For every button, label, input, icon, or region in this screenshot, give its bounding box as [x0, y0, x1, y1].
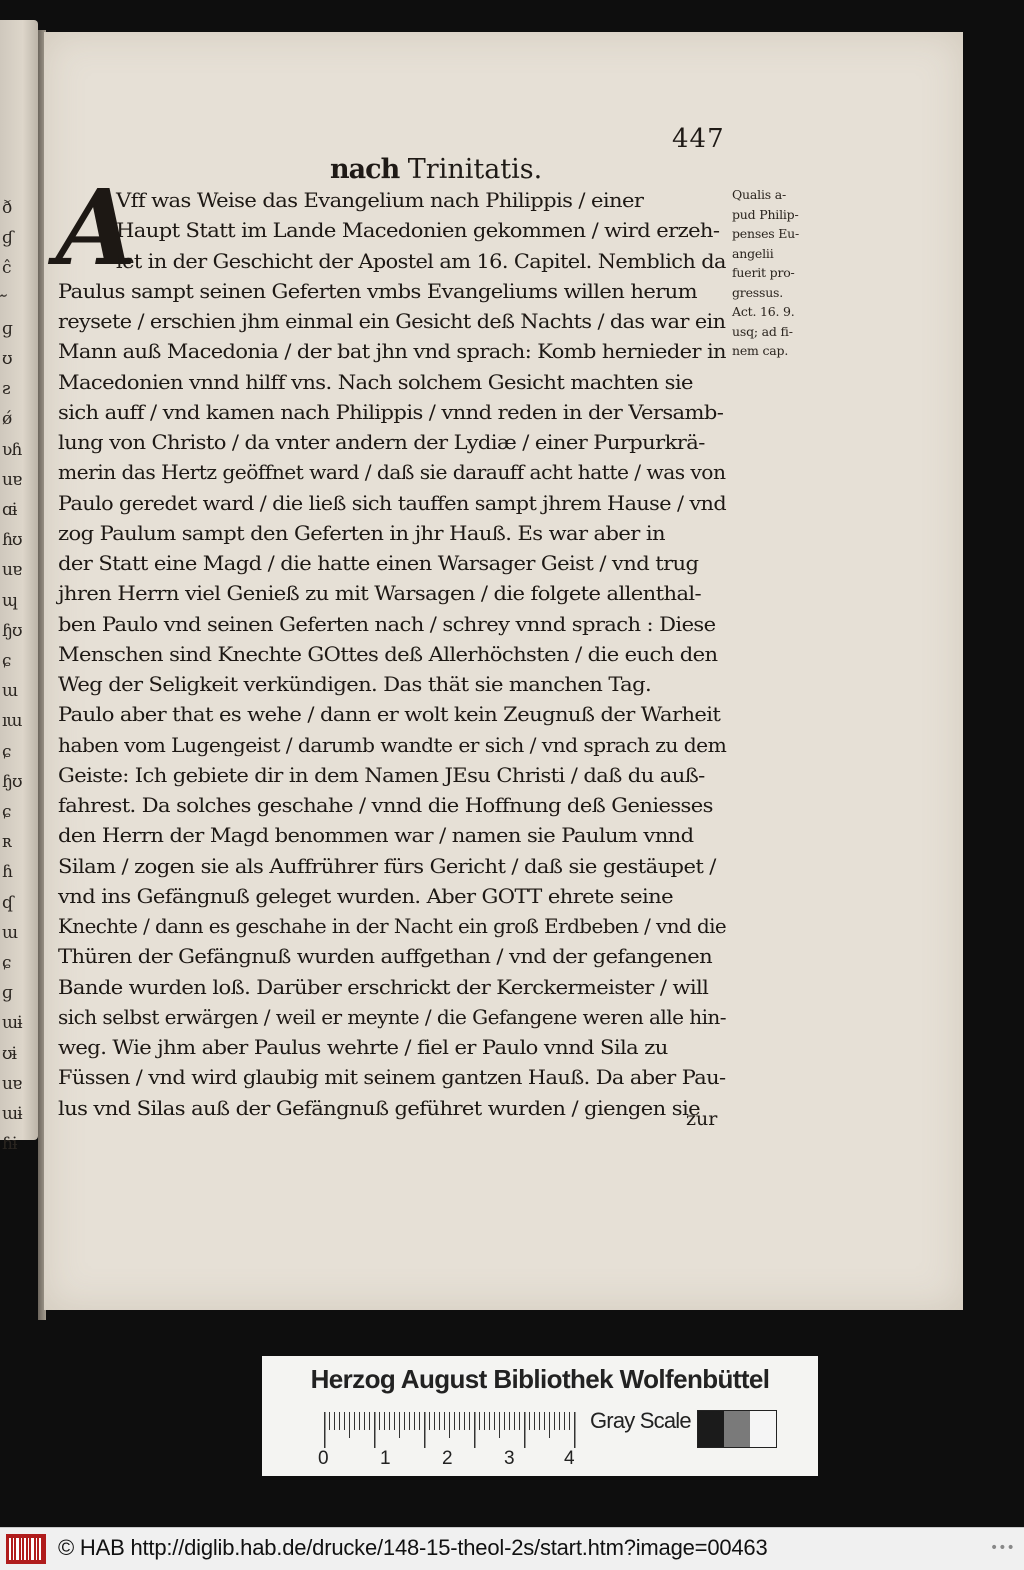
swatch-black [698, 1411, 724, 1447]
text-line: Menschen sind Knechte GOttes deß Allerhöchsten / die euch den [58, 642, 718, 666]
ruler-tick [384, 1412, 385, 1430]
running-head-text: Trinitatis. [399, 154, 543, 185]
margin-note-line: gressus. [732, 284, 784, 300]
text-line: merin das Hertz geöffnet ward / daß sie darauff acht hatte / was von [58, 461, 726, 485]
left-page-fragment: ɯ [2, 681, 18, 702]
library-color-card [262, 1356, 818, 1476]
ruler-tick [504, 1412, 505, 1430]
text-line: sich auff / vnd kamen nach Philippis / vnnd reden in der Versamb- [58, 400, 724, 424]
ruler-tick [339, 1412, 340, 1430]
text-line: Thüren der Gefängnuß wurden auffgethan / vnd der gefangenen [58, 945, 713, 969]
ruler-number-1: 1 [380, 1448, 391, 1469]
left-page-fragment: ɡ [2, 318, 12, 339]
left-page-fragment: ɕ [2, 953, 11, 973]
margin-note-line: fuerit pro- [732, 265, 795, 280]
left-page-fragment: uɐ [2, 560, 22, 581]
ruler-tick [449, 1412, 450, 1438]
previous-page-edge [0, 20, 38, 1155]
ruler-tick [574, 1412, 576, 1448]
text-line: Knechte / dann es geschahe in der Nacht ein groß Erdbeben / vnd die [58, 915, 727, 938]
ruler-tick [464, 1412, 465, 1430]
ruler-tick [344, 1412, 345, 1430]
left-page-fragment: ð [2, 198, 12, 218]
ruler-tick [479, 1412, 480, 1430]
text-line: Füssen / vnd wird glaubig mit seinem gantzen Hauß. Da aber Pau- [58, 1066, 726, 1090]
ruler-tick [524, 1412, 526, 1448]
left-page-fragment [2, 289, 36, 311]
left-page-fragment: ɦ [2, 862, 12, 883]
left-page-fragment: uɐ [2, 469, 22, 490]
text-line: sich selbst erwärgen / weil er meynte / die Gefangene weren alle hin- [58, 1005, 726, 1029]
left-page-fragment: ɡ [2, 983, 12, 1004]
ruler-tick [489, 1412, 490, 1430]
left-page-fragment: ɑɨ [2, 500, 17, 520]
left-page-fragment: ʋɦ [2, 439, 22, 460]
running-head-bold: nach [330, 154, 400, 185]
margin-note-line: nem cap. [732, 343, 789, 358]
ruler-tick [514, 1412, 515, 1430]
ruler-tick [324, 1412, 326, 1448]
text-line: lus vnd Silas auß der Gefängnuß geführet wurden / giengen sie [58, 1096, 700, 1120]
left-page-fragment: uɐ [2, 1073, 22, 1094]
left-page-fragment: ɰ [2, 590, 18, 611]
ruler-tick [369, 1412, 370, 1430]
ruler-tick [509, 1412, 510, 1430]
ruler-number-3: 3 [504, 1448, 515, 1469]
text-line: fahrest. Da solches geschahe / vnnd die Hoffnung deß Geniesses [58, 794, 713, 817]
margin-note-line: usq; ad fi- [732, 323, 793, 339]
text-line: Haupt Statt im Lande Macedonien gekommen / wird erzeh- [116, 219, 720, 243]
ruler-number-0: 0 [318, 1448, 329, 1469]
catchword: zur [686, 1108, 718, 1130]
text-line: Paulo aber that es wehe / dann er wolt kein Zeugnuß der Warheit [58, 703, 721, 727]
ruler-tick [439, 1412, 440, 1430]
gray-scale-label: Gray Scale [590, 1408, 691, 1433]
ruler-tick [419, 1412, 420, 1430]
margin-note-line: angelii [732, 245, 774, 261]
library-name: Herzog August Bibliothek Wolfenbüttel [310, 1364, 770, 1394]
page-number: 447 [672, 124, 725, 154]
copyright-url[interactable]: © HAB http://diglib.hab.de/drucke/148-15-theol-2s/start.htm?image=00463 [58, 1535, 768, 1560]
ruler-tick [429, 1412, 430, 1430]
left-page-fragment: ɕ [2, 651, 11, 671]
text-line: Weg der Seligkeit verkündigen. Das thät sie manchen Tag. [58, 673, 652, 696]
ruler-tick [364, 1412, 365, 1430]
hab-barcode-logo-icon[interactable] [6, 1534, 46, 1564]
ruler-tick [499, 1412, 500, 1438]
swatch-gray [724, 1411, 750, 1447]
ruler-tick [389, 1412, 390, 1430]
ruler-tick [484, 1412, 485, 1430]
ruler-tick [379, 1412, 380, 1430]
text-line: Vff was Weise das Evangelium nach Philippis / einer [116, 189, 644, 212]
ruler-tick [474, 1412, 476, 1448]
ruler-tick [414, 1412, 415, 1430]
left-page-fragment: ǿ [2, 409, 12, 430]
ruler-number-2: 2 [442, 1448, 453, 1469]
ruler-tick [334, 1412, 335, 1430]
text-line: Paulus sampt seinen Geferten vmbs Evangeliums willen herum [58, 279, 698, 303]
text-line: let in der Geschicht der Apostel am 16. Capitel. Nemblich da [116, 249, 726, 273]
ruler-tick [349, 1412, 350, 1438]
ellipsis-icon[interactable]: ••• [990, 1540, 1015, 1556]
ruler-tick [494, 1412, 495, 1430]
left-page-fragment: ʊ [2, 349, 12, 369]
ruler-number-4: 4 [564, 1448, 575, 1469]
left-page-fragment: ƨ [2, 379, 10, 400]
text-line: den Herrn der Magd benommen war / namen sie Paulum vnnd [58, 824, 694, 848]
text-line: Macedonien vnnd hilff vns. Nach solchem Gesicht machten sie [58, 370, 693, 394]
ruler-tick [359, 1412, 360, 1430]
text-line: vnd ins Gefängnuß geleget wurden. Aber GOTT ehrete seine [58, 884, 673, 908]
left-page-fragment: ɕ [2, 802, 11, 822]
ruler-tick [459, 1412, 460, 1430]
text-line: der Statt eine Magd / die hatte einen Warsager Geist / vnd trug [58, 552, 699, 575]
ruler-tick [354, 1412, 355, 1430]
left-page-fragment: ıɯ [2, 711, 22, 732]
left-page-fragment: ɧʊ [2, 620, 22, 641]
margin-note-line: penses Eu- [732, 226, 800, 241]
margin-note-line: pud Philip- [732, 206, 799, 222]
ruler-tick [544, 1412, 545, 1430]
ruler-tick [424, 1412, 426, 1448]
text-line: Silam / zogen sie als Auffrührer fürs Gericht / daß sie gestäupet / [58, 854, 716, 878]
text-line: lung von Christo / da vnter andern der Lydiæ / einer Purpurkrä- [58, 431, 705, 454]
left-page-fragment: ɯɨ [2, 1013, 22, 1034]
ruler-tick [554, 1412, 555, 1430]
ruler-tick [434, 1412, 435, 1430]
left-page-fragment: ɠ [2, 228, 13, 249]
left-page-fragment: ɦʊ [2, 530, 22, 551]
ruler-tick [519, 1412, 520, 1430]
left-page-fragment: ɧʊ [2, 771, 22, 792]
gray-scale-swatches [697, 1410, 777, 1448]
ruler-tick [404, 1412, 405, 1430]
left-page-fragment: ɕ [2, 741, 11, 762]
text-line: Geiste: Ich gebiete dir in dem Namen JEsu Christi / daß du auß- [58, 763, 705, 787]
status-bar [0, 1527, 1024, 1570]
ruler-tick [529, 1412, 530, 1430]
text-line: reysete / erschien jhm einmal ein Gesicht deß Nachts / das war ein [58, 310, 726, 333]
left-page-fragment: ɯ [2, 922, 18, 943]
swatch-white [750, 1411, 776, 1447]
ruler-tick [454, 1412, 455, 1430]
text-line: zog Paulum sampt den Geferten in jhr Hauß. Es war aber in [58, 521, 665, 545]
ruler-tick [469, 1412, 470, 1430]
ruler-tick [534, 1412, 535, 1430]
ruler-tick [374, 1412, 376, 1448]
text-line: Bande wurden loß. Darüber erschrickt der Kerckermeister / will [58, 975, 709, 999]
ruler-scale [318, 1408, 578, 1452]
text-line: haben vom Lugengeist / darumb wandte er sich / vnd sprach zu dem [58, 733, 727, 757]
ruler-tick [399, 1412, 400, 1438]
running-head [330, 154, 542, 185]
ruler-tick [564, 1412, 565, 1430]
left-page-fragment: ɦɨ [2, 1134, 17, 1155]
ruler-tick [559, 1412, 560, 1430]
ruler-tick [539, 1412, 540, 1430]
left-page-fragment: ĉ [2, 258, 11, 279]
ruler-tick [329, 1412, 330, 1430]
text-line: ben Paulo vnd seinen Geferten nach / schrey vnnd sprach : Diese [58, 612, 716, 636]
margin-note-line: Act. 16. 9. [732, 304, 795, 319]
ruler-tick [409, 1412, 410, 1430]
ruler-tick [569, 1412, 570, 1430]
text-line: weg. Wie jhm aber Paulus wehrte / fiel er Paulo vnnd Sila zu [58, 1036, 668, 1059]
ruler-tick [549, 1412, 550, 1438]
left-page-fragment: ʠ [2, 892, 13, 913]
ruler-tick [394, 1412, 395, 1430]
text-line: Paulo geredet ward / die ließ sich tauffen sampt jhrem Hause / vnd [58, 491, 727, 515]
left-page-fragment: ɯɨ [2, 1104, 22, 1124]
drop-initial: A [56, 166, 137, 289]
margin-note-line: Qualis a- [732, 187, 787, 202]
ruler-tick [444, 1412, 445, 1430]
text-line: jhren Herrn viel Genieß zu mit Warsagen / die folgete allenthal- [58, 582, 702, 606]
left-page-fragment: ʊɨ [2, 1043, 16, 1064]
left-page-fragment: ʀ [2, 832, 11, 853]
text-line: Mann auß Macedonia / der bat jhn vnd sprach: Komb hernieder in [58, 340, 726, 364]
